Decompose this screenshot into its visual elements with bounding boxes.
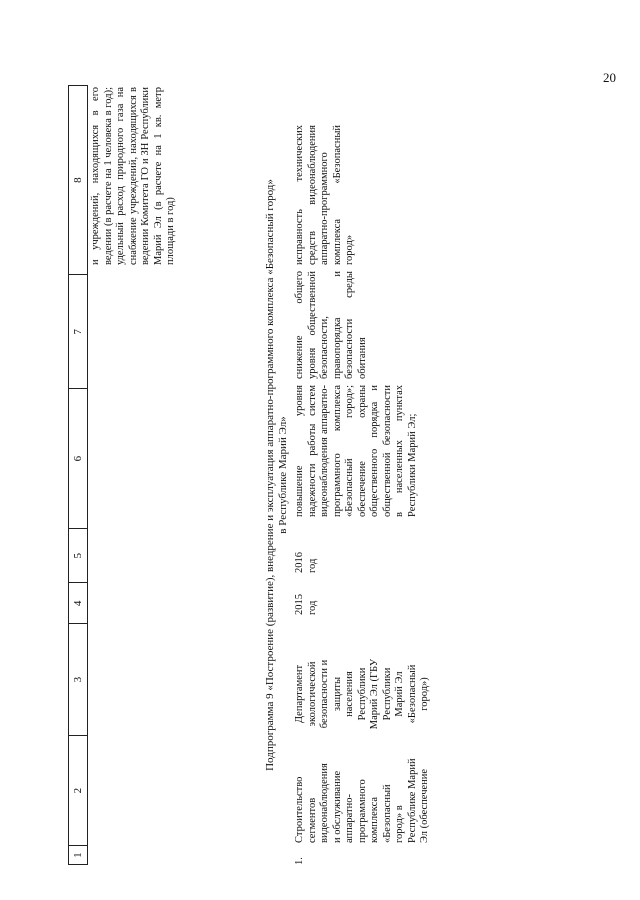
col-number-4: 4 xyxy=(69,583,88,624)
subprogram-title xyxy=(264,85,290,865)
column-number-row xyxy=(68,85,88,865)
col-number-5: 5 xyxy=(69,528,88,583)
end-year: 2016 год xyxy=(294,552,318,573)
col-number-8: 8 xyxy=(69,86,88,275)
consequences: снижение общего уровня общественной безопасности, правопорядка и безопасности среды обитания xyxy=(294,271,368,379)
continuation-block xyxy=(90,85,250,865)
measure-name: Строительство сегментов видеонаблюдения и обслуживание аппаратно-программного комплекса «Безопасный город» в Республике Марий Эл (обеспечение xyxy=(294,758,430,843)
rotated-table-content xyxy=(68,85,628,865)
indicators: исправность технических средств видеонаблюдения аппаратно-программного комплекса «Безопасный город» xyxy=(294,125,355,265)
subprogram-title-line1: Подпрограмма 9 «Построение (развитие), внедрение и эксплуатация аппаратно-программного комплекса «Безопасный город» xyxy=(264,179,276,771)
continuation-col8-text: и учреждений, находящихся в его ведении (в расчете на 1 человека в год); удельный расход природного газа на снабжение учреждений, находящихся в ведении Комитета ГО и ЗН Республики Марий Эл (в расчете на 1 кв. метр площади в год) xyxy=(90,87,176,265)
col-number-2: 2 xyxy=(69,736,88,846)
subprogram-title-line2: в Республике Марий Эл» xyxy=(277,416,289,534)
row-number: 1. xyxy=(294,857,305,865)
page-number: 20 xyxy=(603,70,616,85)
col-number-7: 7 xyxy=(69,275,88,389)
col-number-6: 6 xyxy=(69,389,88,529)
col-number-1: 1 xyxy=(69,846,88,865)
expected-result: повышение уровня надежности работы систем видеонаблюдения аппаратно-программного комплекса «Безопасный город»; обеспечение охраны общественного порядка и общественной безопасности в населенных пунктах Республики Марий Эл; xyxy=(294,385,418,517)
executor: Департамент экологической безопасности и защиты населения Республики Марий Эл (ГБУ Республики Марий Эл «Безопасный город») xyxy=(294,658,430,730)
col-number-3: 3 xyxy=(69,624,88,736)
start-year: 2015 год xyxy=(294,594,318,615)
